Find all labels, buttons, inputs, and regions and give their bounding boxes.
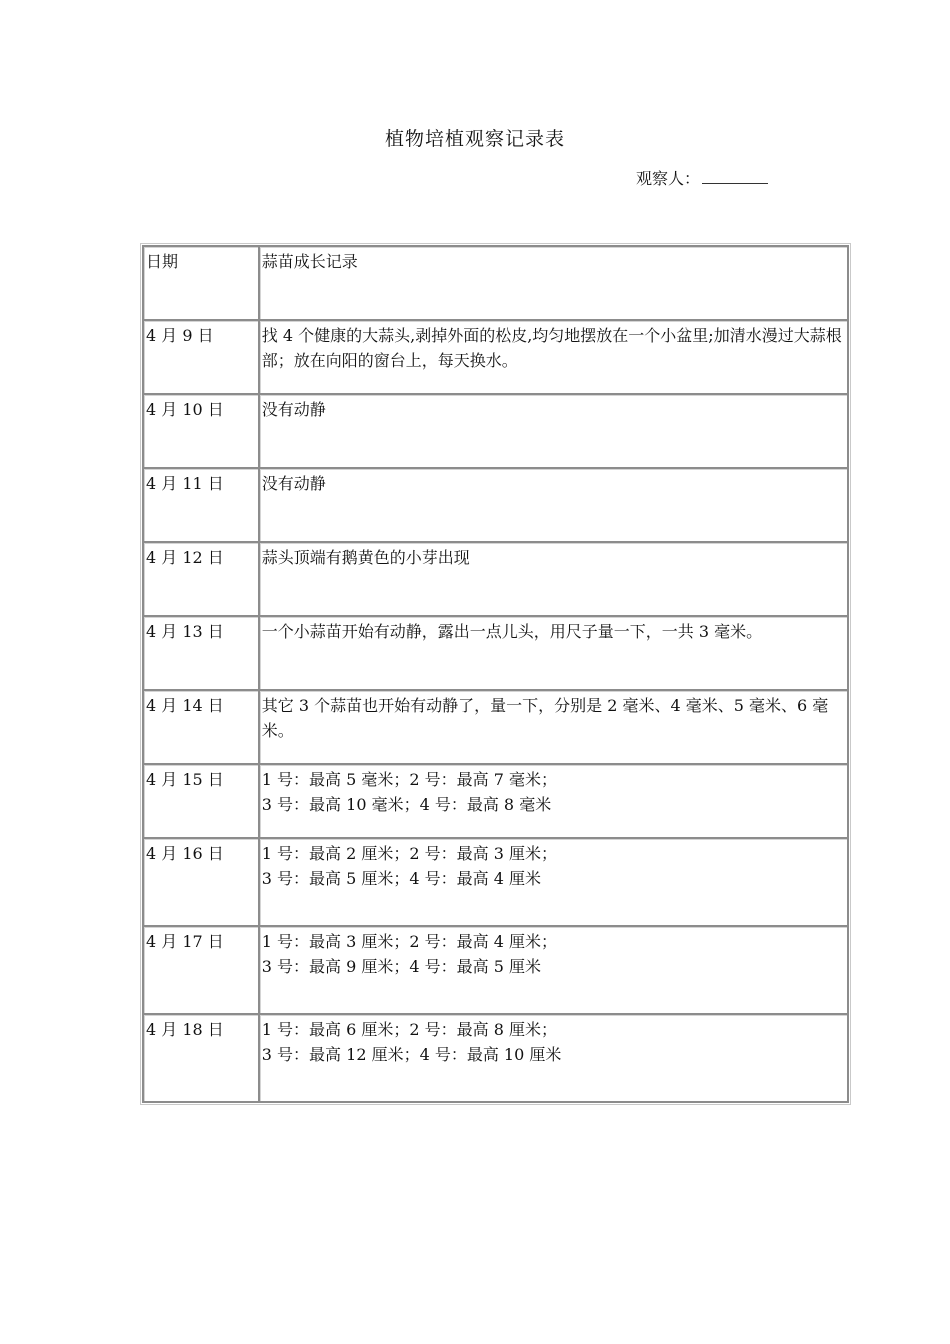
record-cell xyxy=(259,926,848,1014)
record-line-2: 3 号：最高 12 厘米；4 号：最高 10 厘米 xyxy=(261,1045,562,1064)
observer-label: 观察人： xyxy=(636,169,701,188)
table-row xyxy=(143,468,848,542)
record-line-2: 3 号：最高 10 毫米；4 号：最高 8 毫米 xyxy=(261,795,552,814)
record-cell xyxy=(259,1014,848,1102)
record-line-1: 1 号：最高 2 厘米；2 号：最高 3 厘米； xyxy=(261,844,558,863)
table-row xyxy=(143,1014,848,1102)
table-row xyxy=(143,690,848,764)
observer-field xyxy=(636,166,768,189)
table-row xyxy=(143,616,848,690)
date-cell: 4 月 14 日 xyxy=(143,690,259,764)
table-row xyxy=(143,394,848,468)
record-cell: 一个小蒜苗开始有动静，露出一点儿头，用尺子量一下，一共 3 毫米。 xyxy=(259,616,848,690)
record-cell: 没有动静 xyxy=(259,468,848,542)
document-title: 植物培植观察记录表 xyxy=(384,128,565,150)
table-row xyxy=(143,542,848,616)
table-header-row xyxy=(143,246,848,320)
date-cell: 4 月 13 日 xyxy=(143,616,259,690)
date-cell: 4 月 11 日 xyxy=(143,468,259,542)
record-cell: 没有动静 xyxy=(259,394,848,468)
header-record-cell: 蒜苗成长记录 xyxy=(259,246,848,320)
record-line-2: 3 号：最高 5 厘米；4 号：最高 4 厘米 xyxy=(261,869,542,888)
date-cell: 4 月 10 日 xyxy=(143,394,259,468)
record-cell: 蒜头顶端有鹅黄色的小芽出现 xyxy=(259,542,848,616)
table-row xyxy=(143,926,848,1014)
table-row xyxy=(143,838,848,926)
record-cell: 其它 3 个蒜苗也开始有动静了，量一下，分别是 2 毫米、4 毫米、5 毫米、6 毫米。 xyxy=(259,690,848,764)
observer-blank-line xyxy=(702,167,768,184)
observation-table xyxy=(142,245,849,1103)
record-line-2: 3 号：最高 9 厘米；4 号：最高 5 厘米 xyxy=(261,957,542,976)
date-cell: 4 月 9 日 xyxy=(143,320,259,394)
table-row xyxy=(143,320,848,394)
record-cell: 找 4 个健康的大蒜头,剥掉外面的松皮,均匀地摆放在一个小盆里;加清水漫过大蒜根部；放在向阳的窗台上，每天换水。 xyxy=(259,320,848,394)
record-line-1: 1 号：最高 3 厘米；2 号：最高 4 厘米； xyxy=(261,932,558,951)
date-cell: 4 月 15 日 xyxy=(143,764,259,838)
table-row xyxy=(143,764,848,838)
record-line-1: 1 号：最高 5 毫米；2 号：最高 7 毫米； xyxy=(261,770,558,789)
record-line-1: 1 号：最高 6 厘米；2 号：最高 8 厘米； xyxy=(261,1020,558,1039)
date-cell: 4 月 18 日 xyxy=(143,1014,259,1102)
date-cell: 4 月 16 日 xyxy=(143,838,259,926)
header-date-cell: 日期 xyxy=(143,246,259,320)
date-cell: 4 月 17 日 xyxy=(143,926,259,1014)
record-cell xyxy=(259,838,848,926)
date-cell: 4 月 12 日 xyxy=(143,542,259,616)
record-cell xyxy=(259,764,848,838)
